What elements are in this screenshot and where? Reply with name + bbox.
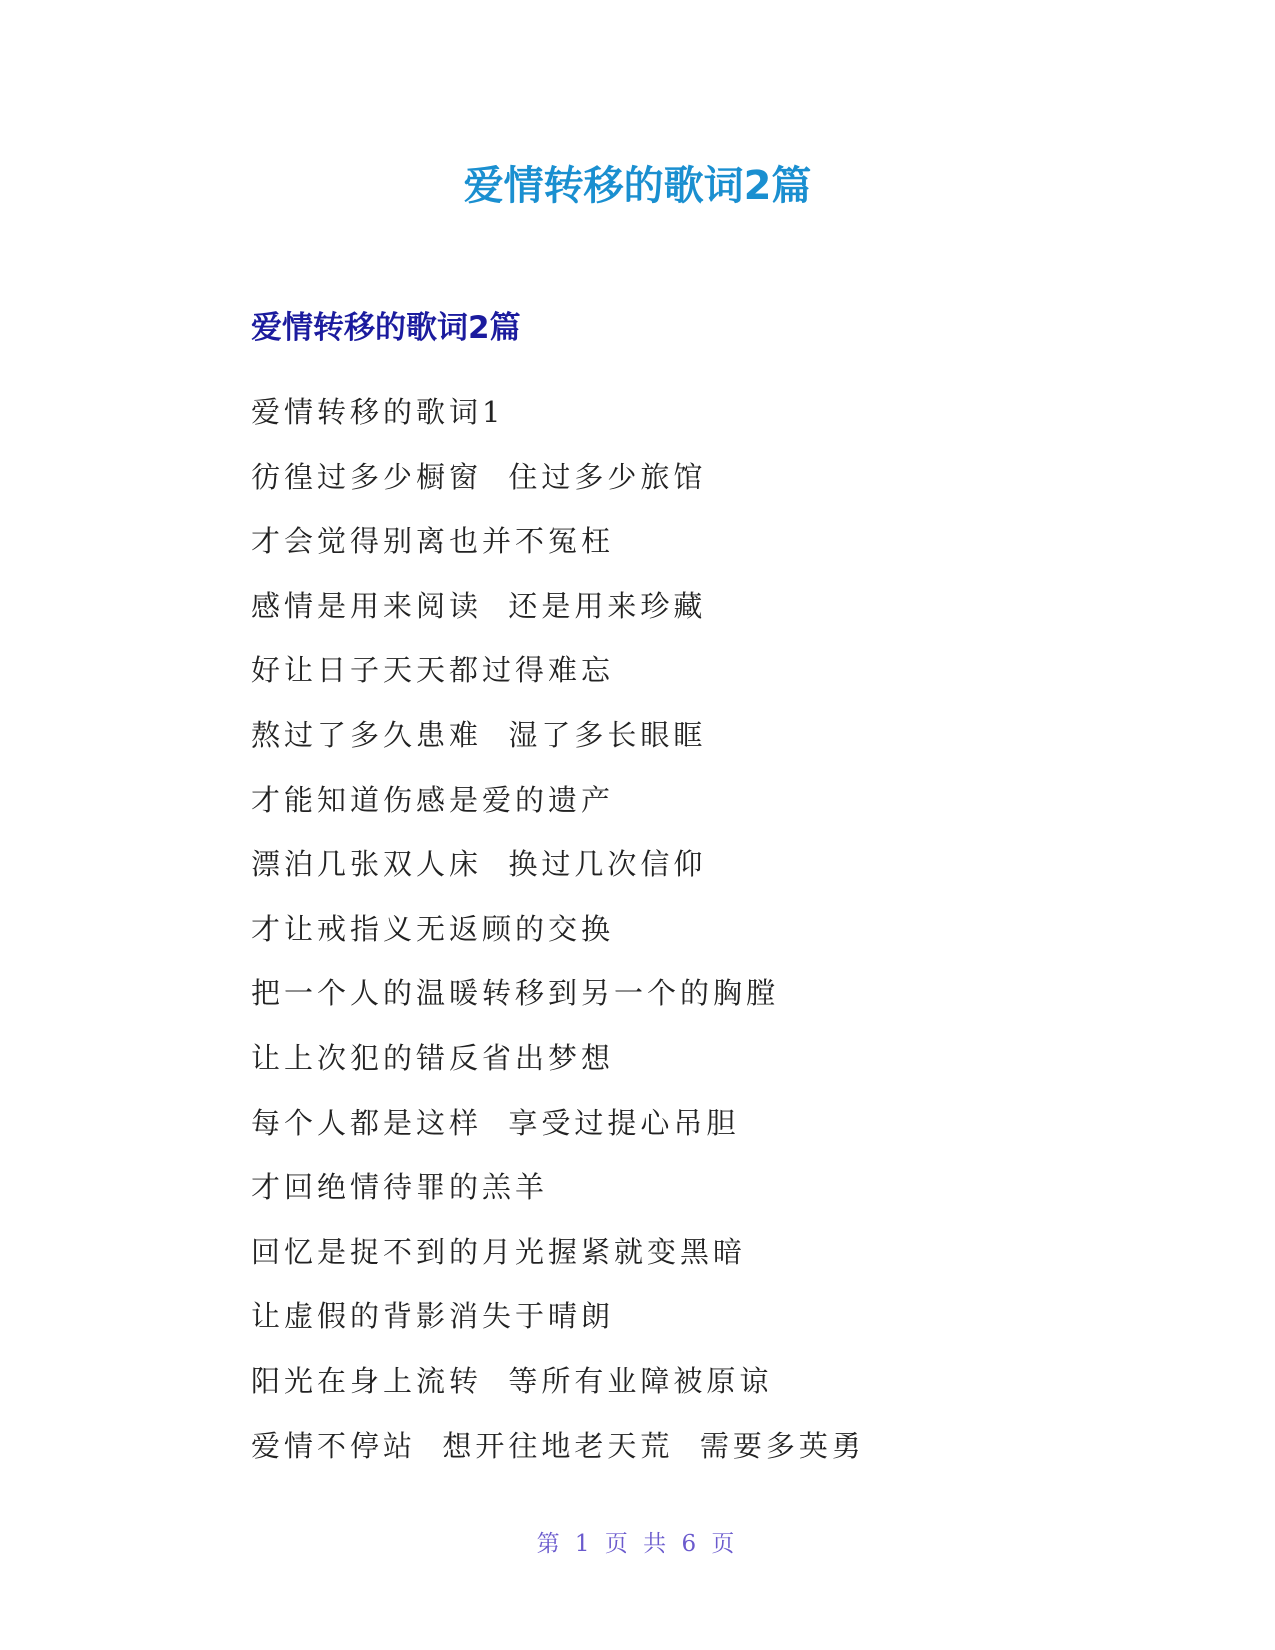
lyric-line: 熬过了多久患难 湿了多长眼眶 xyxy=(251,717,707,752)
document-title: 爱情转移的歌词2篇 xyxy=(463,163,812,209)
lyric-line: 才让戒指义无返顾的交换 xyxy=(251,911,615,946)
lyric-line: 才会觉得别离也并不冤枉 xyxy=(251,524,615,559)
lyric-line: 漂泊几张双人床 换过几次信仰 xyxy=(251,847,707,882)
lyric-line: 彷徨过多少橱窗 住过多少旅馆 xyxy=(251,459,707,494)
lyric-line: 阳光在身上流转 等所有业障被原谅 xyxy=(251,1363,773,1398)
lyric-line: 让虚假的背影消失于晴朗 xyxy=(251,1299,615,1334)
lyric-line: 回忆是捉不到的月光握紧就变黑暗 xyxy=(251,1234,747,1269)
lyric-line: 感情是用来阅读 还是用来珍藏 xyxy=(251,588,707,623)
lyric-line: 爱情转移的歌词1 xyxy=(251,395,505,429)
lyric-line: 爱情不停站 想开往地老天荒 需要多英勇 xyxy=(251,1428,865,1463)
lyric-line: 好让日子天天都过得难忘 xyxy=(251,653,615,688)
lyric-line: 才能知道伤感是爱的遗产 xyxy=(251,782,615,817)
lyric-line: 让上次犯的错反省出梦想 xyxy=(251,1040,615,1075)
lyric-line: 把一个人的温暖转移到另一个的胸膛 xyxy=(251,976,780,1011)
page-footer: 第 1 页 共 6 页 xyxy=(536,1531,739,1557)
section-heading: 爱情转移的歌词2篇 xyxy=(251,310,521,346)
lyric-line: 才回绝情待罪的羔羊 xyxy=(251,1170,549,1205)
lyric-line: 每个人都是这样 享受过提心吊胆 xyxy=(251,1105,740,1140)
lyrics-list xyxy=(251,380,865,1478)
